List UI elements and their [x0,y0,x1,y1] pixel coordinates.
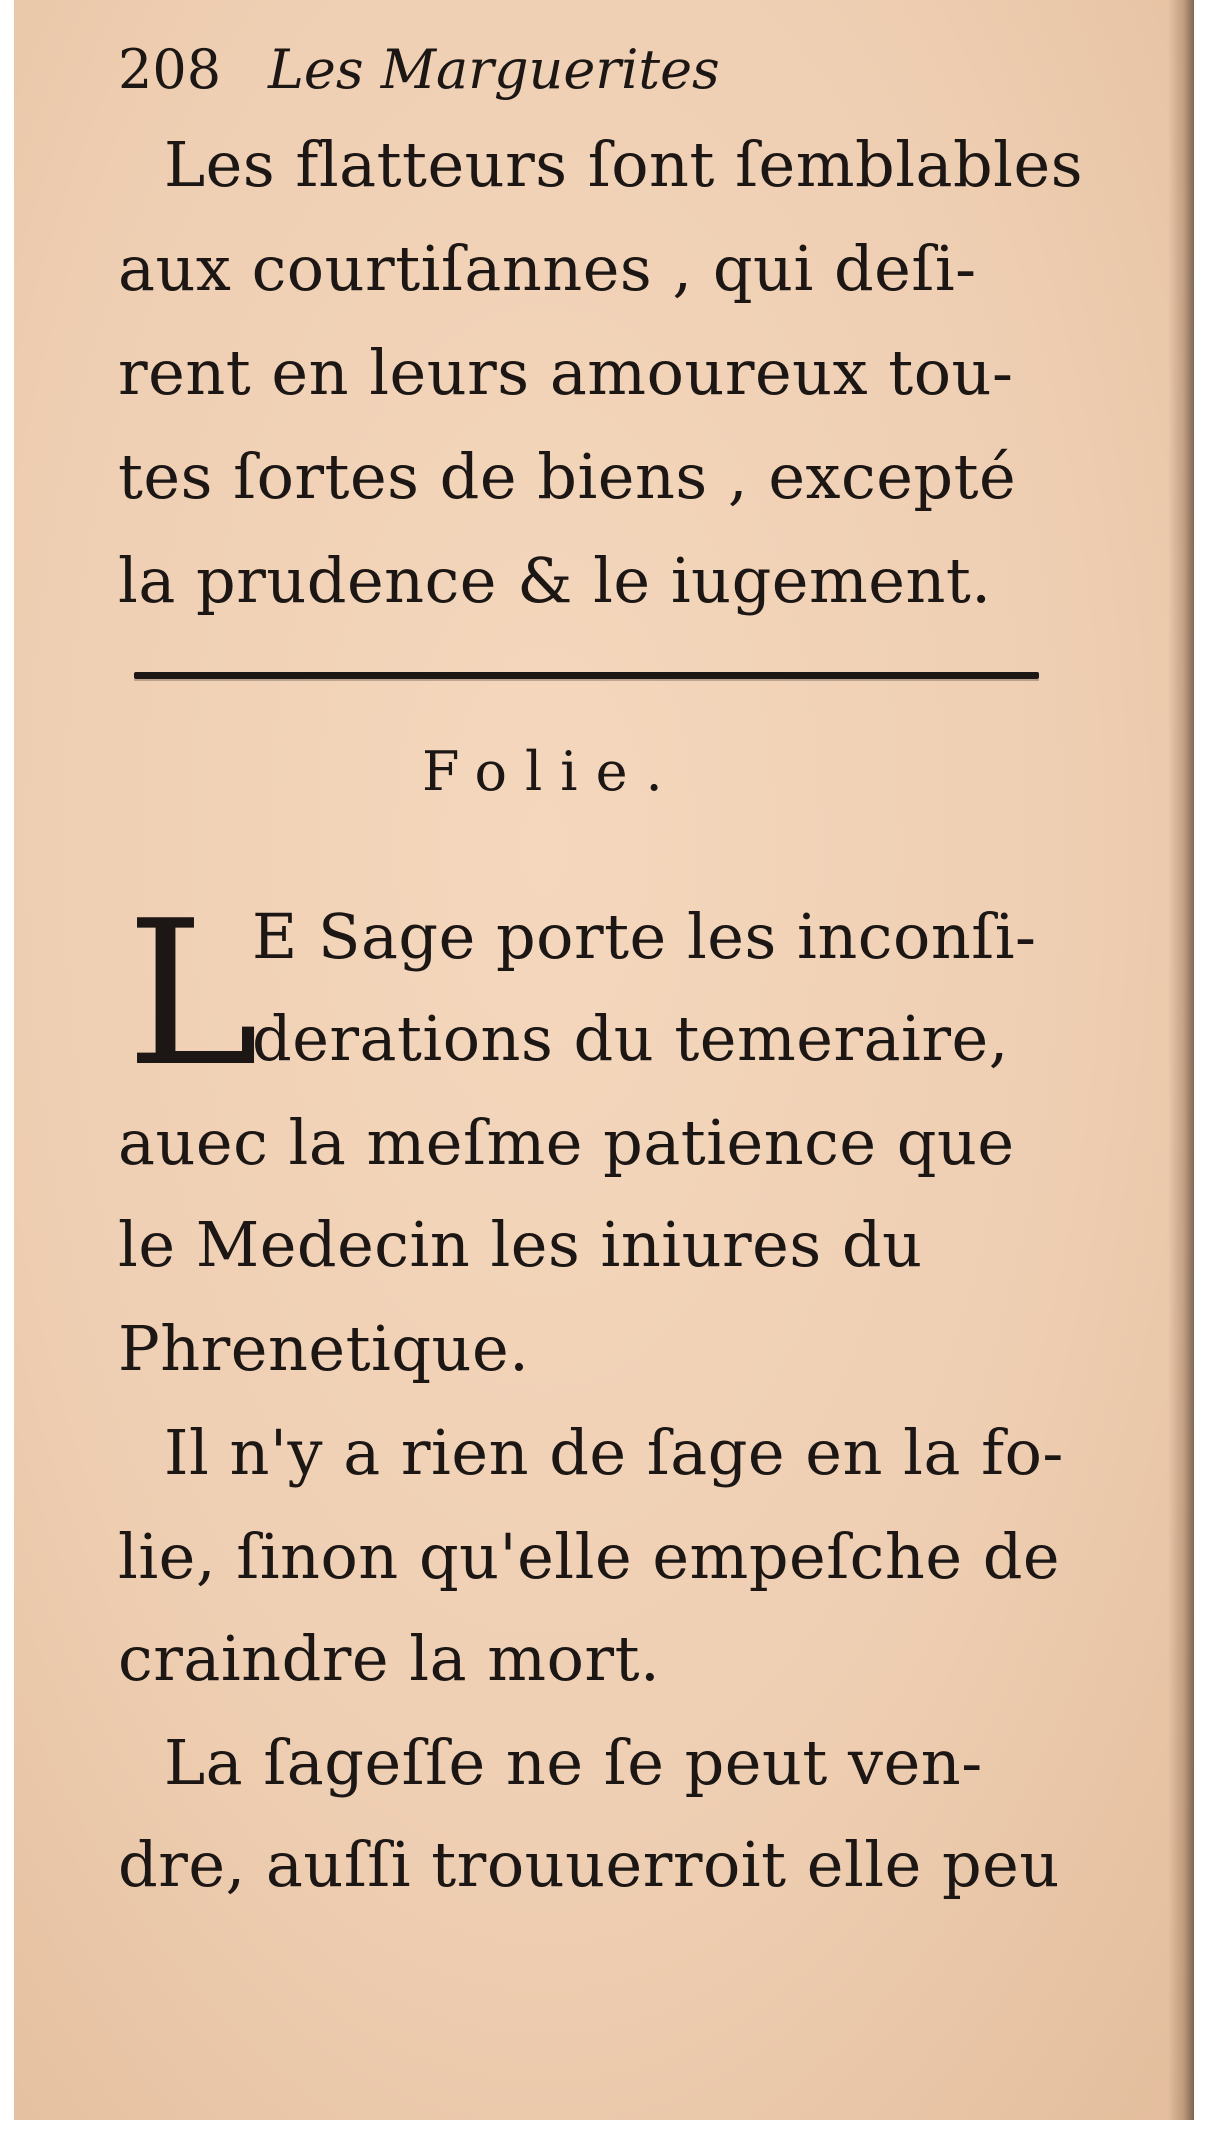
para1-line-2: derations du temeraire, [252,1002,1009,1075]
para2-line-2: lie, ſinon qu'elle empeſche de [118,1520,1061,1593]
intro-line-5: la prudence & le iugement. [118,544,992,617]
para2-line-1: Il n'y a rien de ſage en la fo- [164,1416,1064,1489]
intro-line-2: aux courtiſannes , qui deſi- [118,232,977,305]
running-header [118,38,720,101]
book-page [14,0,1194,2120]
page-gutter-shadow [1168,0,1194,2120]
para1-line-1: E Sage porte les inconſi- [252,900,1037,973]
drop-cap: L [126,878,259,1111]
intro-line-3: rent en leurs amoureux tou- [118,336,1014,409]
section-divider-rule [134,672,1039,679]
para1-line-5: Phrenetique. [118,1312,530,1385]
intro-line-4: tes ſortes de biens , excepté [118,440,1017,513]
running-title: Les Marguerites [268,38,720,101]
para2-line-3: craindre la mort. [118,1622,661,1695]
para1-line-4: le Medecin les iniures du [118,1208,923,1281]
intro-line-1: Les flatteurs ſont ſemblables [164,128,1084,201]
section-heading: Folie. [422,740,681,803]
para3-line-1: La ſageſſe ne ſe peut ven- [164,1726,983,1799]
para1-line-3: auec la meſme patience que [118,1106,1015,1179]
para3-line-2: dre, auſſi trouuerroit elle peu [118,1828,1060,1901]
page-number: 208 [118,38,222,101]
